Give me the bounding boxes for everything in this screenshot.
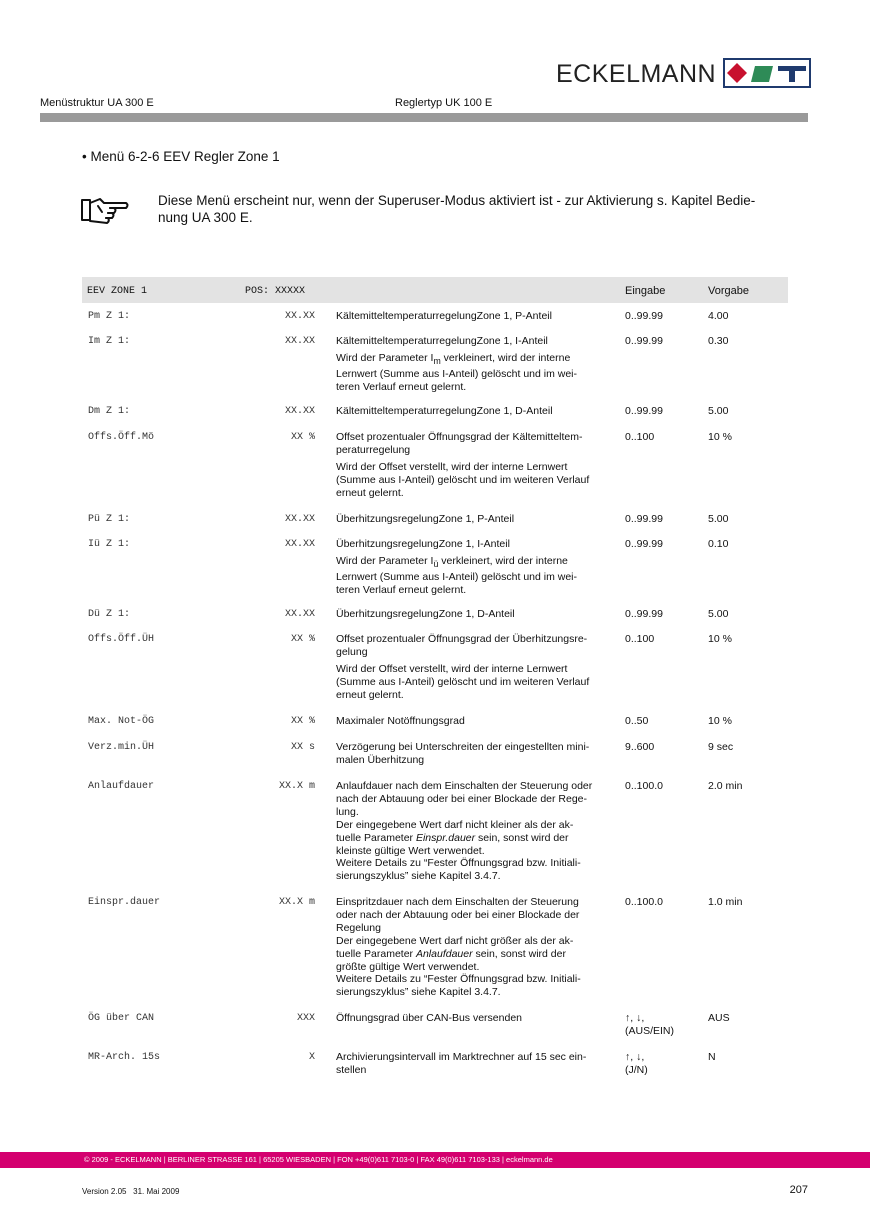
- header-divider-bar: [40, 113, 808, 122]
- input-options: (AUS/EIN): [625, 1025, 675, 1037]
- param-name: Verz.min.ÜH: [88, 742, 155, 753]
- param-name: Offs.Öff.ÜH: [88, 634, 155, 645]
- param-default: 2.0 min: [708, 780, 743, 792]
- param-description: [336, 608, 618, 621]
- description-line: ÜberhitzungsregelungZone 1, I-Anteil: [336, 538, 510, 550]
- description-text: tuelle Parameter: [336, 947, 416, 960]
- param-default: N: [708, 1051, 716, 1063]
- param-format: XX.X m: [278, 781, 315, 792]
- description-line: stellen: [336, 1063, 367, 1076]
- param-default: 5.00: [708, 513, 729, 525]
- description-line: Maximaler Notöffnungsgrad: [336, 715, 465, 727]
- description-text: Wird der Parameter I: [336, 351, 434, 364]
- description-line: [336, 832, 618, 845]
- param-default: 0.10: [708, 538, 729, 550]
- param-name: Einspr.dauer: [88, 897, 161, 908]
- param-description: [336, 431, 618, 500]
- param-name: Im Z 1:: [88, 336, 131, 347]
- param-description: [336, 335, 618, 394]
- param-name: Iü Z 1:: [88, 539, 131, 550]
- param-format: XX %: [290, 634, 315, 645]
- description-line: Öffnungsgrad über CAN-Bus versenden: [336, 1012, 522, 1024]
- header-position: POS: XXXXX: [245, 286, 306, 297]
- description-line: peraturregelung: [336, 443, 411, 456]
- description-line: ÜberhitzungsregelungZone 1, D-Anteil: [336, 608, 515, 620]
- table-header: [82, 277, 788, 303]
- menu-title: [82, 149, 280, 164]
- param-default: 10 %: [708, 431, 732, 443]
- header-document-title: Menüstruktur UA 300 E: [40, 97, 154, 109]
- param-description: [336, 405, 618, 418]
- description-line: Regelung: [336, 921, 381, 934]
- description-line: sierungszyklus” siehe Kapitel 3.4.7.: [336, 986, 501, 999]
- description-line: (Summe aus I-Anteil) gelöscht und im weiteren Verlauf: [336, 675, 590, 688]
- param-format: XX.XX: [284, 609, 315, 620]
- param-description: [336, 780, 618, 883]
- logo-text: ECKELMANN: [556, 60, 717, 88]
- description-line: oder nach der Abtauung oder bei einer Blockade der: [336, 908, 580, 921]
- param-description: [336, 1012, 618, 1025]
- param-name: ÖG über CAN: [88, 1013, 155, 1024]
- param-default: 0.30: [708, 335, 729, 347]
- description-line: kleinste gültige Wert verwendet.: [336, 844, 485, 857]
- footer-company-info: © 2009 - ECKELMANN | BERLINER STRASSE 161 | 65205 WIESBADEN | FON +49(0)611 7103-0 | FAX 49(0)611 7103-133 | eckelmann.de: [84, 1155, 553, 1164]
- param-format: XX s: [290, 742, 315, 753]
- description-text: sein, sonst wird der: [475, 831, 569, 844]
- description-line: Lernwert (Summe aus I-Anteil) gelöscht und im wei-: [336, 367, 578, 380]
- param-name: Pm Z 1:: [88, 311, 131, 322]
- param-description: [336, 513, 618, 526]
- description-line: erneut gelernt.: [336, 486, 404, 499]
- input-options: (J/N): [625, 1064, 648, 1076]
- parameter-reference: Einspr.dauer: [415, 831, 476, 844]
- description-line: erneut gelernt.: [336, 688, 404, 701]
- header-input: Eingabe: [625, 285, 666, 297]
- param-format: XX %: [290, 716, 315, 727]
- note-line-1: Diese Menü erscheint nur, wenn der Superuser-Modus aktiviert ist - zur Aktivierung s. Kapitel Bedie-: [158, 193, 756, 208]
- param-input-range: 9..600: [625, 741, 655, 753]
- param-name: Pü Z 1:: [88, 514, 131, 525]
- header-menu-name: EEV ZONE 1: [87, 286, 148, 297]
- description-line: malen Überhitzung: [336, 753, 425, 766]
- description-line: Der eingegebene Wert darf nicht größer als der ak-: [336, 934, 574, 947]
- description-line: [336, 555, 618, 571]
- description-text: Wird der Parameter I: [336, 554, 434, 567]
- param-default: 4.00: [708, 310, 729, 322]
- description-line: Verzögerung bei Unterschreiten der eingestellten mini-: [336, 741, 590, 753]
- description-line: sierungszyklus” siehe Kapitel 3.4.7.: [336, 870, 501, 883]
- param-description: [336, 1051, 618, 1077]
- description-line: KältemitteltemperaturregelungZone 1, D-Anteil: [336, 405, 553, 417]
- bullet: •: [82, 149, 87, 164]
- description-line: Einspritzdauer nach dem Einschalten der Steuerung: [336, 896, 579, 908]
- param-input-range: 0..99.99: [625, 405, 663, 417]
- param-default: 10 %: [708, 633, 732, 645]
- param-input-range: [625, 1051, 648, 1077]
- param-description: [336, 715, 618, 728]
- param-format: XX.XX: [284, 514, 315, 525]
- param-name: Dm Z 1:: [88, 406, 131, 417]
- param-input-range: [625, 1012, 674, 1038]
- param-description: [336, 538, 618, 597]
- description-line: Der eingegebene Wert darf nicht kleiner als der ak-: [336, 818, 574, 831]
- param-input-range: 0..100.0: [625, 780, 663, 792]
- description-line: Offset prozentualer Öffnungsgrad der Kältemitteltem-: [336, 431, 583, 443]
- description-line: nach der Abtauung oder bei einer Blockade der Rege-: [336, 792, 588, 805]
- param-name: Dü Z 1:: [88, 609, 131, 620]
- description-line: Lernwert (Summe aus I-Anteil) gelöscht und im wei-: [336, 570, 578, 583]
- param-default: 1.0 min: [708, 896, 743, 908]
- param-format: XX.XX: [284, 336, 315, 347]
- param-format: XX.X m: [278, 897, 315, 908]
- param-input-range: 0..99.99: [625, 608, 663, 620]
- param-name: Max. Not-ÖG: [88, 716, 155, 727]
- param-default: 5.00: [708, 608, 729, 620]
- param-input-range: 0..99.99: [625, 538, 663, 550]
- param-default: AUS: [708, 1012, 730, 1024]
- description-line: Anlaufdauer nach dem Einschalten der Steuerung oder: [336, 780, 593, 792]
- param-name: Anlaufdauer: [88, 781, 155, 792]
- description-line: teren Verlauf erneut gelernt.: [336, 583, 467, 596]
- menu-title-text: Menü 6-2-6 EEV Regler Zone 1: [90, 149, 280, 164]
- input-keys: ↑, ↓,: [625, 1051, 645, 1063]
- pointing-hand-icon: [80, 194, 130, 226]
- description-line: Weitere Details zu “Fester Öffnungsgrad bzw. Initiali-: [336, 857, 581, 870]
- param-format: XX %: [290, 432, 315, 443]
- subscript: m: [433, 356, 441, 366]
- param-format: XX.XX: [284, 539, 315, 550]
- param-format: XXX: [296, 1013, 315, 1024]
- description-line: teren Verlauf erneut gelernt.: [336, 380, 467, 393]
- param-name: MR-Arch. 15s: [88, 1052, 161, 1063]
- description-line: [336, 352, 618, 368]
- param-description: [336, 310, 618, 323]
- description-line: gelung: [336, 645, 368, 658]
- eckelmann-logo: [556, 58, 812, 90]
- page-number: 207: [789, 1184, 808, 1196]
- description-line: Wird der Offset verstellt, wird der interne Lernwert: [336, 662, 568, 675]
- param-default: 9 sec: [708, 741, 734, 753]
- param-name: Offs.Öff.Mö: [88, 432, 155, 443]
- param-input-range: 0..100.0: [625, 896, 663, 908]
- description-text: sein, sonst wird der: [472, 947, 566, 960]
- description-line: Offset prozentualer Öffnungsgrad der Überhitzungsre-: [336, 633, 588, 645]
- description-line: KältemitteltemperaturregelungZone 1, I-Anteil: [336, 335, 548, 347]
- header-default: Vorgabe: [708, 285, 749, 297]
- param-input-range: 0..99.99: [625, 513, 663, 525]
- superuser-note: [158, 192, 808, 226]
- param-input-range: 0..99.99: [625, 310, 663, 322]
- param-input-range: 0..50: [625, 715, 649, 727]
- description-text: tuelle Parameter: [336, 831, 416, 844]
- version-info: Version 2.05 31. Mai 2009: [82, 1187, 180, 1196]
- param-format: X: [308, 1052, 315, 1063]
- description-text: verkleinert, wird der interne: [440, 351, 571, 364]
- header-controller-type: Reglertyp UK 100 E: [395, 97, 493, 109]
- description-line: ÜberhitzungsregelungZone 1, P-Anteil: [336, 513, 515, 525]
- description-line: Weitere Details zu “Fester Öffnungsgrad bzw. Initiali-: [336, 973, 581, 986]
- description-line: KältemitteltemperaturregelungZone 1, P-Anteil: [336, 310, 552, 322]
- description-line: Wird der Offset verstellt, wird der interne Lernwert: [336, 460, 568, 473]
- description-line: Archivierungsintervall im Marktrechner auf 15 sec ein-: [336, 1051, 587, 1063]
- input-keys: ↑, ↓,: [625, 1012, 645, 1024]
- param-description: [336, 633, 618, 702]
- description-line: (Summe aus I-Anteil) gelöscht und im weiteren Verlauf: [336, 473, 590, 486]
- param-default: 10 %: [708, 715, 732, 727]
- param-description: [336, 896, 618, 999]
- subscript: ü: [433, 559, 439, 569]
- note-line-2: nung UA 300 E.: [158, 210, 253, 225]
- param-input-range: 0..100: [625, 633, 655, 645]
- param-default: 5.00: [708, 405, 729, 417]
- param-description: [336, 741, 618, 767]
- description-line: größte gültige Wert verwendet.: [336, 960, 480, 973]
- param-input-range: 0..100: [625, 431, 655, 443]
- param-format: XX.XX: [284, 311, 315, 322]
- logo-mark-icon: [723, 58, 813, 89]
- parameter-reference: Anlaufdauer: [415, 947, 473, 960]
- param-input-range: 0..99.99: [625, 335, 663, 347]
- description-line: [336, 948, 618, 961]
- description-text: verkleinert, wird der interne: [438, 554, 568, 567]
- param-format: XX.XX: [284, 406, 315, 417]
- description-line: lung.: [336, 805, 359, 818]
